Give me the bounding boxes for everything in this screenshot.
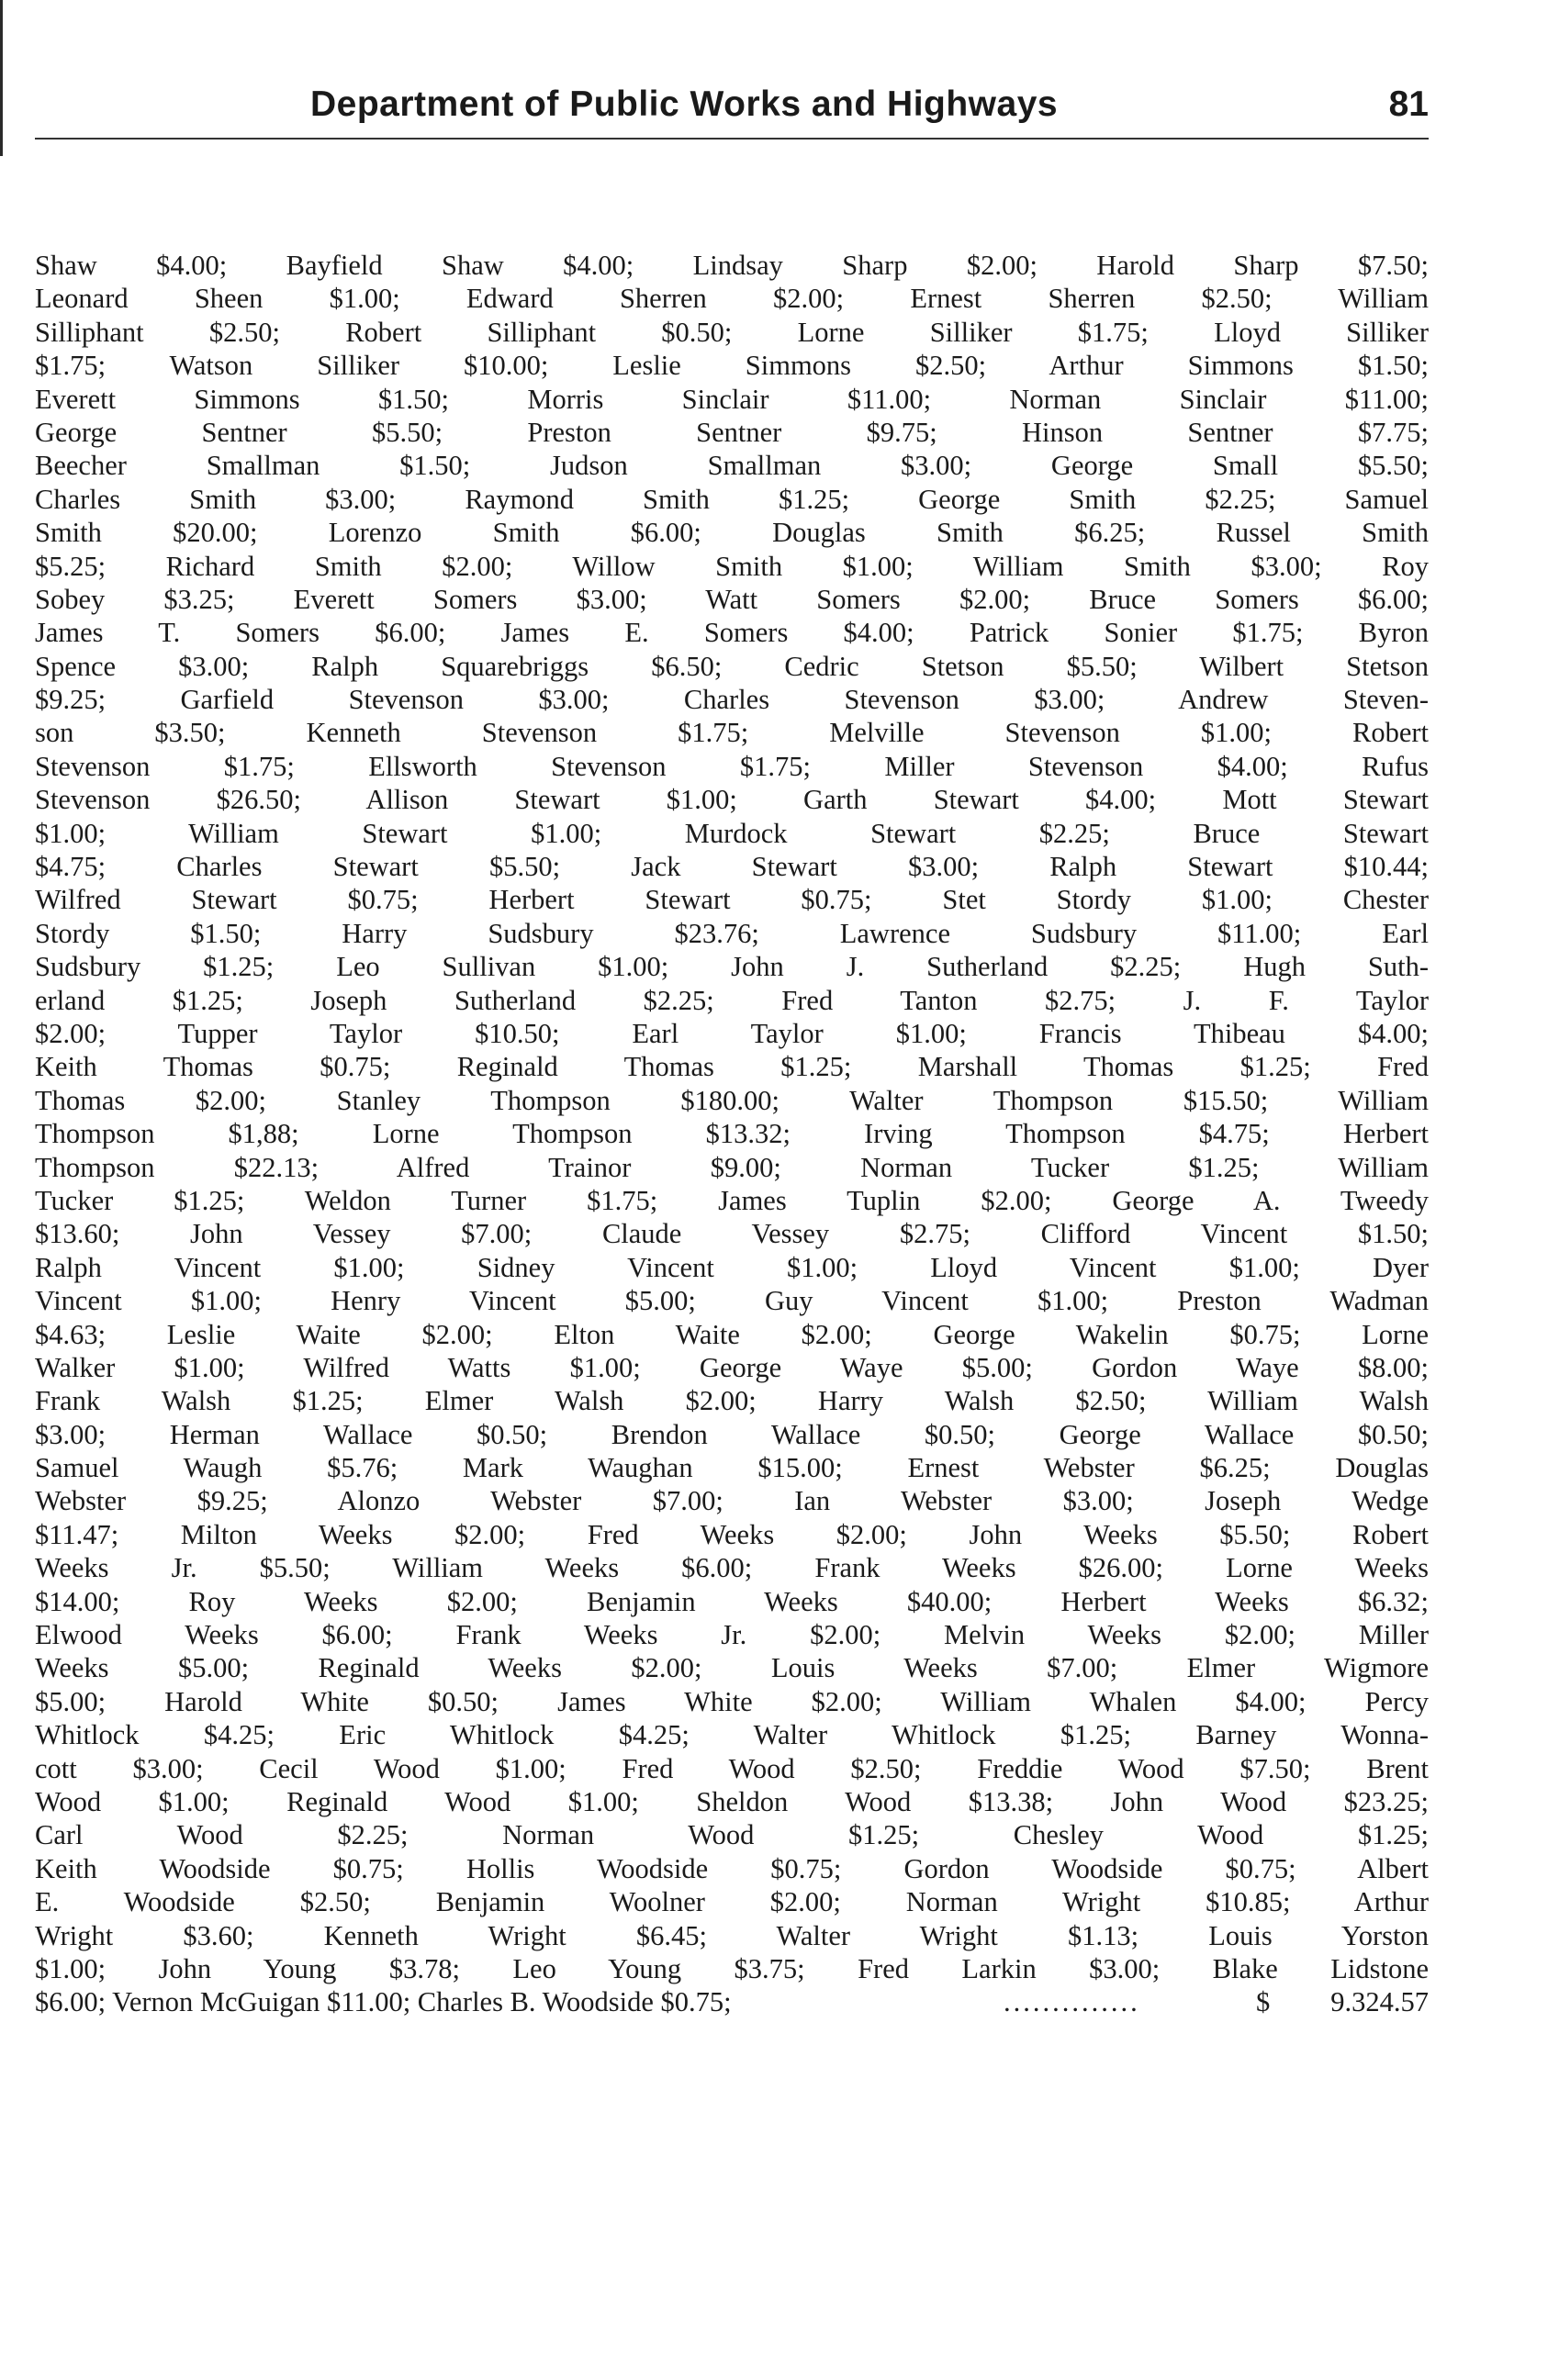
text-line: $5.25; Richard Smith $2.00; Willow Smith $1.00; William Smith $3.00; Roy <box>35 550 1429 582</box>
text-line: Shaw $4.00; Bayfield Shaw $4.00; Lindsay Sharp $2.00; Harold Sharp $7.50; <box>35 250 1429 281</box>
text-line: $5.00; Harold White $0.50; James White $2.00; William Whalen $4.00; Percy <box>35 1685 1429 1717</box>
text-line: Thompson $22.13; Alfred Trainor $9.00; Norman Tucker $1.25; William <box>35 1151 1429 1183</box>
text-line: $3.00; Herman Wallace $0.50; Brendon Wallace $0.50; George Wallace $0.50; <box>35 1418 1429 1450</box>
text-line: $13.60; John Vessey $7.00; Claude Vessey $2.75; Clifford Vincent $1.50; <box>35 1218 1429 1250</box>
text-line: Thomas $2.00; Stanley Thompson $180.00; Walter Thompson $15.50; William <box>35 1084 1429 1116</box>
text-line: $4.75; Charles Stewart $5.50; Jack Stewart $3.00; Ralph Stewart $10.44; <box>35 851 1429 883</box>
text-line: Smith $20.00; Lorenzo Smith $6.00; Douglas Smith $6.25; Russel Smith <box>35 517 1429 549</box>
text-line: Weeks Jr. $5.50; William Weeks $6.00; Frank Weeks $26.00; Lorne Weeks <box>35 1552 1429 1584</box>
text-line: Carl Wood $2.25; Norman Wood $1.25; Chesley Wood $1.25; <box>35 1819 1429 1851</box>
text-line: Elwood Weeks $6.00; Frank Weeks Jr. $2.00; Melvin Weeks $2.00; Miller <box>35 1619 1429 1651</box>
text-line: Ralph Vincent $1.00; Sidney Vincent $1.00; Lloyd Vincent $1.00; Dyer <box>35 1251 1429 1283</box>
text-line: cott $3.00; Cecil Wood $1.00; Fred Wood $2.50; Freddie Wood $7.50; Brent <box>35 1752 1429 1784</box>
text-line: Sobey $3.25; Everett Somers $3.00; Watt Somers $2.00; Bruce Somers $6.00; <box>35 583 1429 615</box>
text-line: Samuel Waugh $5.76; Mark Waughan $15.00; Ernest Webster $6.25; Douglas <box>35 1452 1429 1484</box>
text-line: Vincent $1.00; Henry Vincent $5.00; Guy Vincent $1.00; Preston Wadman <box>35 1285 1429 1317</box>
text-line: Stordy $1.50; Harry Sudsbury $23.76; Lawrence Sudsbury $11.00; Earl <box>35 917 1429 949</box>
leader-dots: .............. <box>1004 1986 1140 2018</box>
text-line: Walker $1.00; Wilfred Watts $1.00; George Waye $5.00; Gordon Waye $8.00; <box>35 1351 1429 1383</box>
text-line: Keith Thomas $0.75; Reginald Thomas $1.25; Marshall Thomas $1.25; Fred <box>35 1051 1429 1083</box>
text-line: $14.00; Roy Weeks $2.00; Benjamin Weeks $40.00; Herbert Weeks $6.32; <box>35 1585 1429 1617</box>
currency-symbol: $ <box>1256 1986 1271 2018</box>
text-line: E. Woodside $2.50; Benjamin Woolner $2.00; Norman Wright $10.85; Arthur <box>35 1886 1429 1918</box>
text-line: James T. Somers $6.00; James E. Somers $4.00; Patrick Sonier $1.75; Byron <box>35 617 1429 649</box>
page-header <box>35 77 1429 141</box>
text-line: Frank Walsh $1.25; Elmer Walsh $2.00; Harry Walsh $2.50; William Walsh <box>35 1385 1429 1417</box>
page-title: Department of Public Works and Highways <box>310 84 1059 124</box>
text-line: $4.63; Leslie Waite $2.00; Elton Waite $2.00; George Wakelin $0.75; Lorne <box>35 1318 1429 1350</box>
header-rule <box>35 138 1429 140</box>
text-line: $9.25; Garfield Stevenson $3.00; Charles Stevenson $3.00; Andrew Steven- <box>35 684 1429 716</box>
text-line: Sudsbury $1.25; Leo Sullivan $1.00; John J. Sutherland $2.25; Hugh Suth- <box>35 951 1429 983</box>
total-line-text: $6.00; Vernon McGuigan $11.00; Charles B. Woodside $0.75; <box>35 1986 732 2018</box>
text-line: Whitlock $4.25; Eric Whitlock $4.25; Walter Whitlock $1.25; Barney Wonna- <box>35 1719 1429 1751</box>
text-line: son $3.50; Kenneth Stevenson $1.75; Melville Stevenson $1.00; Robert <box>35 717 1429 749</box>
scan-edge-mark <box>0 0 3 156</box>
text-line: Wright $3.60; Kenneth Wright $6.45; Walter Wright $1.13; Louis Yorston <box>35 1919 1429 1951</box>
text-line: George Sentner $5.50; Preston Sentner $9.75; Hinson Sentner $7.75; <box>35 416 1429 448</box>
text-line: Wilfred Stewart $0.75; Herbert Stewart $0.75; Stet Stordy $1.00; Chester <box>35 884 1429 916</box>
total-amount: 9.324.57 <box>1330 1986 1429 2018</box>
text-line: Thompson $1,88; Lorne Thompson $13.32; Irving Thompson $4.75; Herbert <box>35 1118 1429 1150</box>
text-line: Stevenson $26.50; Allison Stewart $1.00; Garth Stewart $4.00; Mott Stewart <box>35 784 1429 816</box>
text-line: Weeks $5.00; Reginald Weeks $2.00; Louis Weeks $7.00; Elmer Wigmore <box>35 1652 1429 1684</box>
text-line: Wood $1.00; Reginald Wood $1.00; Sheldon Wood $13.38; John Wood $23.25; <box>35 1785 1429 1817</box>
text-line: $11.47; Milton Weeks $2.00; Fred Weeks $2.00; John Weeks $5.50; Robert <box>35 1518 1429 1550</box>
text-line: Webster $9.25; Alonzo Webster $7.00; Ian Webster $3.00; Joseph Wedge <box>35 1485 1429 1517</box>
text-line: $1.75; Watson Silliker $10.00; Leslie Simmons $2.50; Arthur Simmons $1.50; <box>35 350 1429 382</box>
text-line: Leonard Sheen $1.00; Edward Sherren $2.00; Ernest Sherren $2.50; William <box>35 283 1429 315</box>
text-line: $1.00; William Stewart $1.00; Murdock Stewart $2.25; Bruce Stewart <box>35 817 1429 849</box>
payment-list <box>35 249 1429 2019</box>
text-line: Spence $3.00; Ralph Squarebriggs $6.50; Cedric Stetson $5.50; Wilbert Stetson <box>35 650 1429 682</box>
text-line: Silliphant $2.50; Robert Silliphant $0.50; Lorne Silliker $1.75; Lloyd Silliker <box>35 316 1429 348</box>
text-line: Keith Woodside $0.75; Hollis Woodside $0.75; Gordon Woodside $0.75; Albert <box>35 1852 1429 1884</box>
text-line: Tucker $1.25; Weldon Turner $1.75; James Tuplin $2.00; George A. Tweedy <box>35 1184 1429 1216</box>
text-line: Charles Smith $3.00; Raymond Smith $1.25; George Smith $2.25; Samuel <box>35 483 1429 515</box>
text-line: $2.00; Tupper Taylor $10.50; Earl Taylor $1.00; Francis Thibeau $4.00; <box>35 1017 1429 1049</box>
text-line: Beecher Smallman $1.50; Judson Smallman $3.00; George Small $5.50; <box>35 450 1429 482</box>
page-number: 81 <box>1388 84 1429 124</box>
text-line: erland $1.25; Joseph Sutherland $2.25; Fred Tanton $2.75; J. F. Taylor <box>35 984 1429 1016</box>
text-line: Stevenson $1.75; Ellsworth Stevenson $1.75; Miller Stevenson $4.00; Rufus <box>35 750 1429 782</box>
text-line: $1.00; John Young $3.78; Leo Young $3.75; Fred Larkin $3.00; Blake Lidstone <box>35 1952 1429 1984</box>
total-line <box>35 1985 1429 2018</box>
text-line: Everett Simmons $1.50; Morris Sinclair $11.00; Norman Sinclair $11.00; <box>35 383 1429 415</box>
